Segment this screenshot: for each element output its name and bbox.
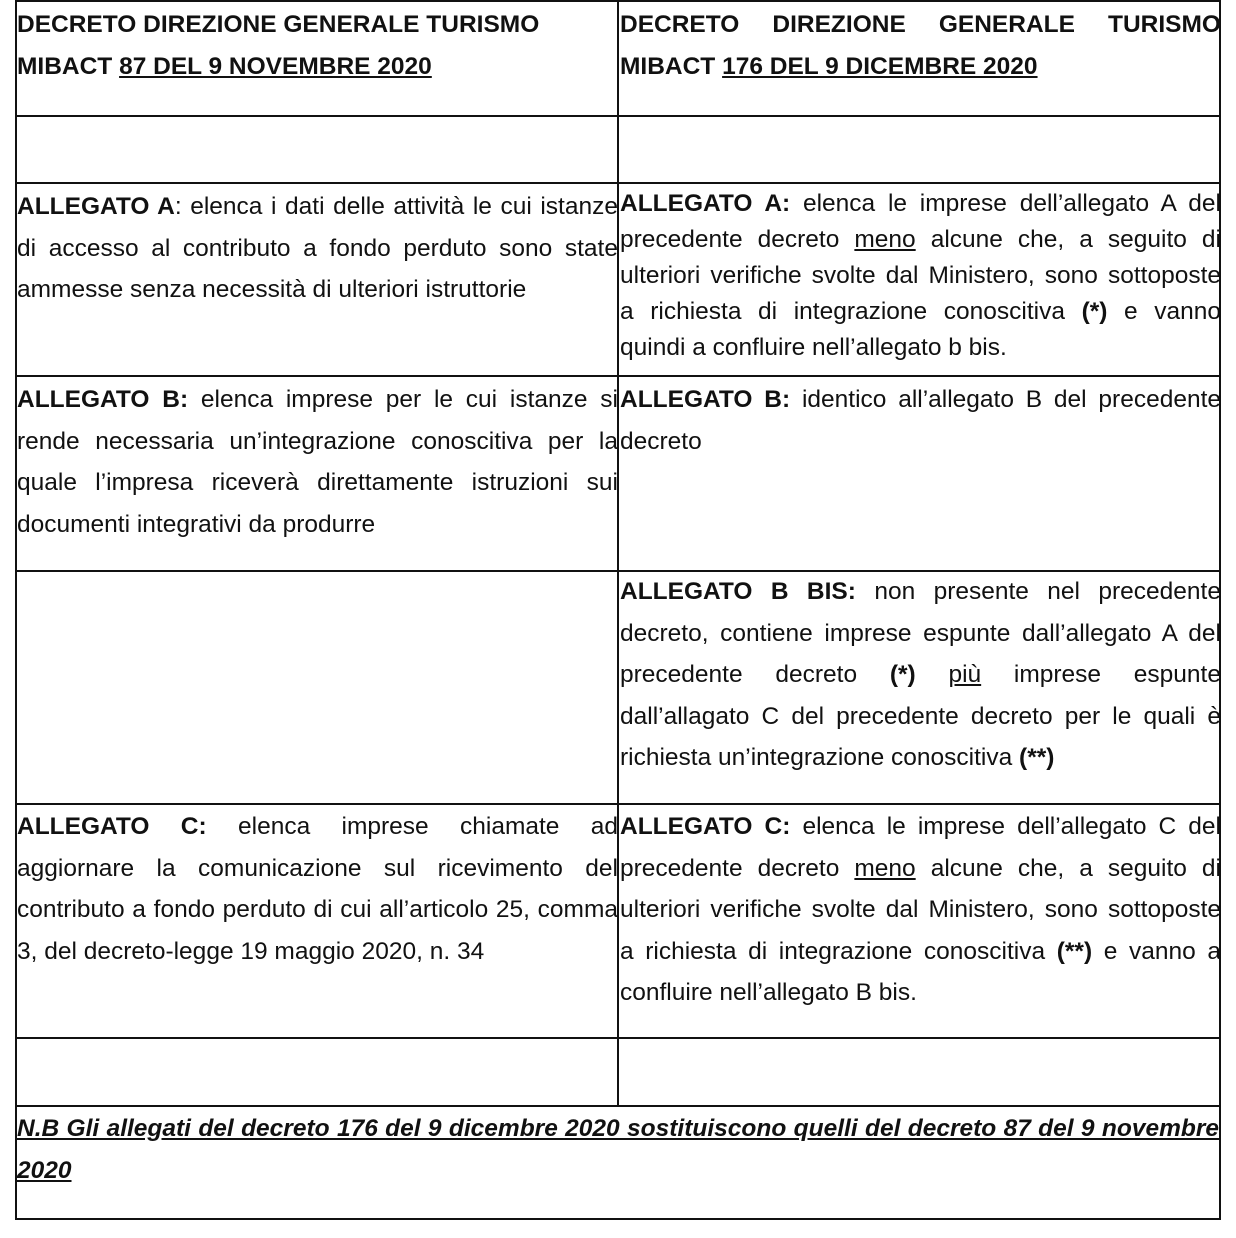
header-right-prefix: MIBACT [620, 52, 723, 80]
header-right-decree: 176 DEL 9 DICEMBRE 2020 [722, 52, 1038, 80]
allegato-b-left-label: ALLEGATO B: [17, 386, 189, 413]
allegato-bbis-right-label: ALLEGATO B BIS: [620, 578, 856, 605]
table-border-bottom [15, 1218, 1221, 1220]
allegato-b-right-cell [620, 379, 1221, 462]
comparison-table [15, 0, 1221, 1220]
allegato-a-right-label: ALLEGATO A: [620, 190, 791, 217]
allegato-bbis-right-text: imprese espunte dall’allagato C del precedente decreto per le quali è richiesta un’integrazione conoscitiva [620, 661, 1221, 771]
table-border-left [15, 0, 17, 1220]
allegato-c-right-text: e vanno a confluire nell’allegato B bis. [620, 937, 1221, 1006]
header-right-cell [620, 4, 1221, 87]
allegato-a-right-cell [620, 186, 1221, 366]
header-left-line1: DECRETO DIREZIONE GENERALE TURISMO [17, 11, 540, 38]
allegato-b-left-cell [17, 379, 618, 545]
header-right-line1: DECRETO DIREZIONE GENERALE TURISMO [620, 11, 1221, 38]
allegato-c-right-meno: meno [854, 854, 916, 882]
allegato-a-right-mark: (*) [1081, 298, 1108, 325]
allegato-c-left-cell [17, 806, 618, 972]
allegato-c-right-mark: (**) [1056, 937, 1093, 965]
allegato-bbis-right-text: non presente nel precedente decreto, contiene imprese espunte dall’allegato A del precedente decreto [620, 578, 1221, 688]
allegato-bbis-right-mark: (**) [1019, 744, 1055, 771]
allegato-a-right-text: elenca le imprese dell’allegato A del precedente decreto [620, 190, 1221, 253]
allegato-bbis-right-mark: (*) [889, 661, 916, 688]
header-left-decree: 87 DEL 9 NOVEMBRE 2020 [119, 52, 432, 80]
allegato-bbis-right-piu: più [948, 661, 982, 688]
allegato-c-right-text: alcune che, a seguito di ulteriori verifiche svolte dal Ministero, sono sottoposte a richiesta di integrazione conoscitiva [620, 854, 1221, 965]
allegato-a-right-text: e vanno quindi a confluire nell’allegato b bis. [620, 298, 1222, 361]
allegato-a-right-text: alcune che, a seguito di ulteriori verifiche svolte dal Ministero, sono sottoposte a richiesta di integrazione conoscitiva [620, 226, 1221, 325]
allegato-c-left-text: elenca imprese chiamate ad aggiornare la comunicazione sul ricevimento del contributo a fondo perduto di cui all’articolo 25, comma 3, del decreto-legge 19 maggio 2020, n. 34 [17, 813, 618, 965]
allegato-b-right-text: identico all’allegato B del precedente decreto [620, 386, 1222, 455]
allegato-a-left-cell [17, 186, 618, 311]
header-left-cell [17, 4, 618, 87]
header-left-prefix: MIBACT [17, 52, 120, 80]
allegato-b-left-text: elenca imprese per le cui istanze si rende necessaria un’integrazione conoscitiva per la quale l’impresa riceverà direttamente istruzioni sui documenti integrativi da produrre [17, 386, 618, 538]
allegato-c-right-label: ALLEGATO C: [620, 813, 791, 840]
allegato-c-left-label: ALLEGATO C: [17, 813, 207, 840]
note-cell [17, 1108, 1219, 1191]
allegato-c-right-cell [620, 806, 1221, 1014]
allegato-c-right-text: elenca le imprese dell’allegato C del precedente decreto [620, 813, 1221, 882]
allegato-a-left-label: ALLEGATO A [17, 193, 175, 220]
allegato-a-right-meno: meno [854, 226, 916, 253]
allegato-b-right-label: ALLEGATO B: [620, 386, 791, 413]
allegato-a-left-text: : elenca i dati delle attività le cui istanze di accesso al contributo a fondo perduto sono state ammesse senza necessità di ulteriori istruttorie [17, 193, 618, 303]
note-text: N.B Gli allegati del decreto 176 del 9 dicembre 2020 sostituiscono quelli del decreto 87 del 9 novembre 2020 [17, 1115, 1219, 1184]
allegato-bbis-right-cell [620, 571, 1221, 779]
